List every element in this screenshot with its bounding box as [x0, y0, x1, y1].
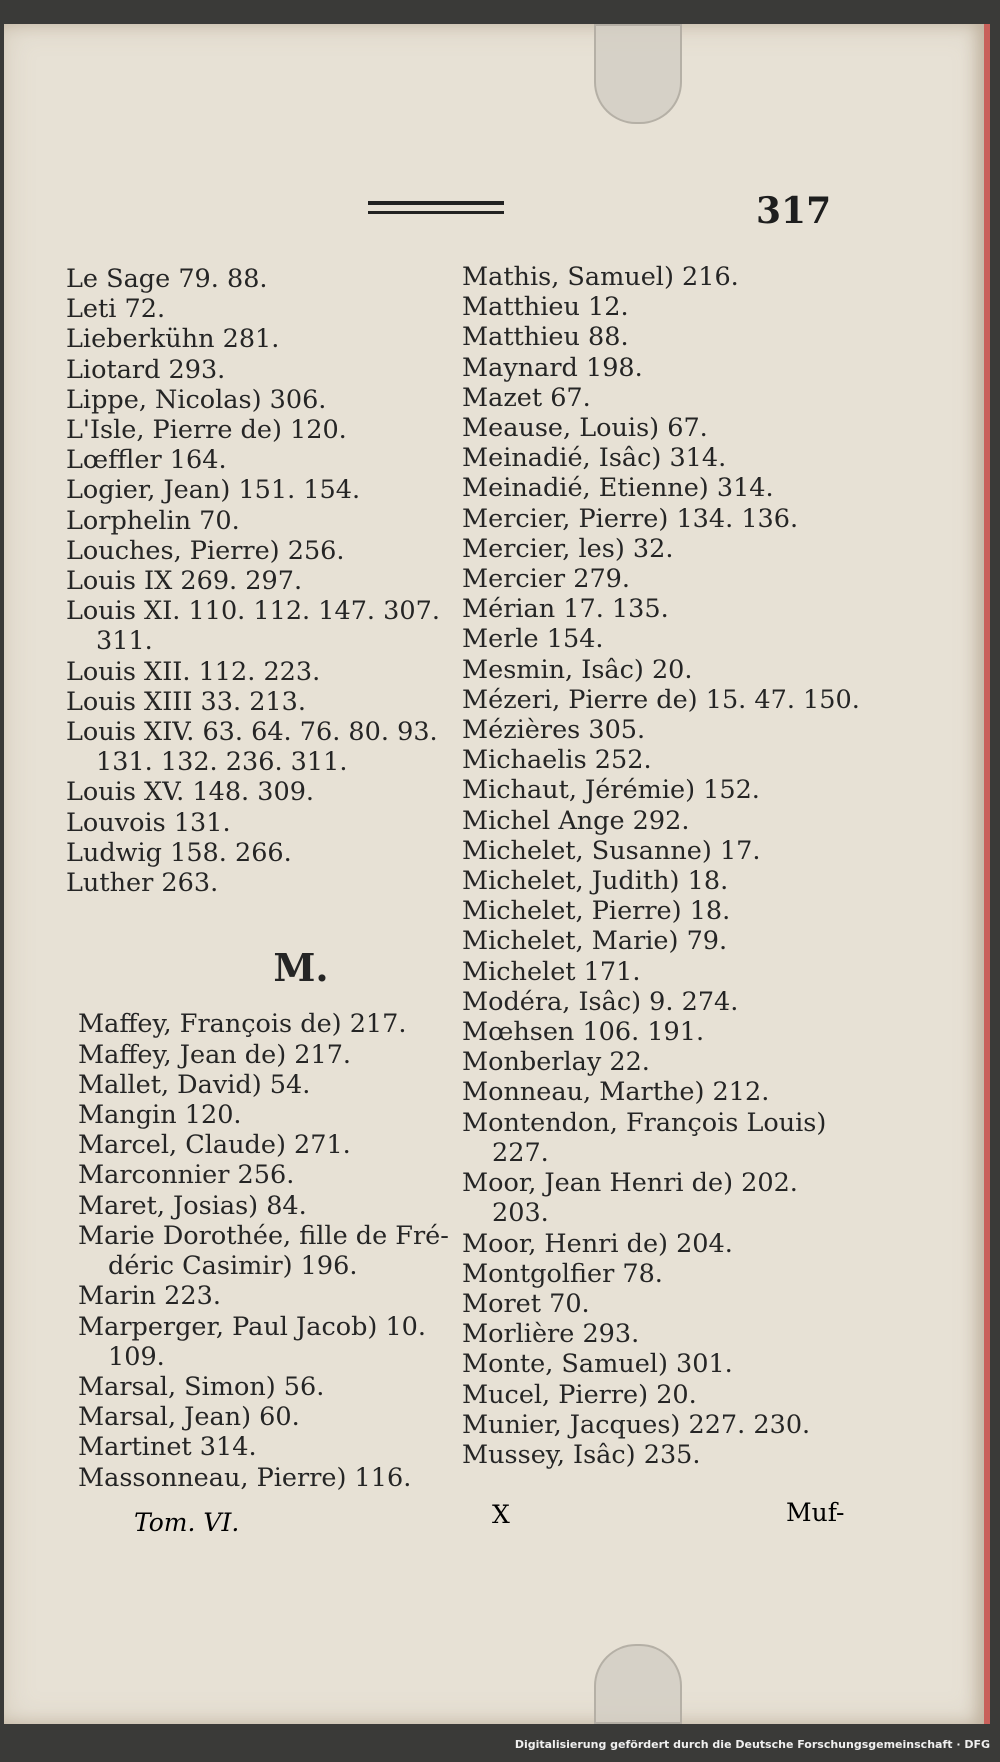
index-entry: Louis XIV. 63. 64. 76. 80. 93. 131. 132. 236. 311.	[66, 717, 446, 778]
index-entry: Michelet, Marie) 79.	[462, 926, 728, 957]
book-page	[4, 24, 990, 1724]
index-entry: Luther 263.	[66, 868, 219, 899]
index-entry: Morlière 293.	[462, 1319, 640, 1350]
index-entry: Mœhsen 106. 191.	[462, 1017, 705, 1048]
index-entry: Marconnier 256.	[78, 1160, 295, 1191]
index-entry: Michaelis 252.	[462, 745, 652, 776]
index-entry: Merle 154.	[462, 624, 604, 655]
index-entry: Michelet 171.	[462, 956, 641, 987]
index-entry: Monte, Samuel) 301.	[462, 1349, 733, 1380]
index-entry: Michelet, Pierre) 18.	[462, 896, 731, 927]
index-entry: Marie Dorothée, fille de Fré-déric Casimir) 196.	[78, 1220, 449, 1282]
page-number: 317	[756, 190, 832, 232]
index-entry: Louis XII. 112. 223.	[66, 656, 321, 687]
index-entry: Lœffler 164.	[66, 445, 227, 476]
index-entry: Lorphelin 70.	[66, 505, 240, 536]
index-entry: Meinadié, Isâc) 314.	[462, 443, 727, 474]
section-letter: M.	[273, 945, 329, 991]
index-column-right	[462, 262, 862, 1470]
index-entry: Michelet, Judith) 18.	[462, 866, 729, 897]
index-entry: Marsal, Jean) 60.	[78, 1402, 300, 1433]
index-entry: Moor, Henri de) 204.	[462, 1228, 733, 1259]
index-entry: Montendon, François Louis) 227.	[462, 1107, 835, 1168]
index-entry: Moor, Jean Henri de) 202. 203.	[462, 1168, 807, 1229]
index-entry: Louches, Pierre) 256.	[66, 535, 345, 566]
index-entry: Le Sage 79. 88.	[66, 264, 268, 294]
page-clip-bottom	[594, 1644, 682, 1724]
index-entry: Michel Ange 292.	[462, 805, 690, 836]
index-list-m-continued	[462, 262, 862, 1470]
index-entry: Monberlay 22.	[462, 1047, 650, 1078]
index-entry: Marcel, Claude) 271.	[78, 1130, 351, 1161]
index-entry: Matthieu 12.	[462, 292, 629, 323]
index-entry: Maffey, Jean de) 217.	[78, 1039, 352, 1070]
index-entry: Mercier, les) 32.	[462, 533, 674, 564]
page-clip-top	[594, 24, 682, 124]
index-entry: Ludwig 158. 266.	[66, 837, 292, 868]
index-entry: Moret 70.	[462, 1288, 590, 1319]
index-entry: Michelet, Susanne) 17.	[462, 835, 761, 866]
index-entry: Liotard 293.	[66, 354, 226, 385]
index-entry: Maynard 198.	[462, 352, 643, 383]
index-entry: Lippe, Nicolas) 306.	[66, 384, 327, 415]
index-entry: Mucel, Pierre) 20.	[462, 1379, 697, 1410]
gathering-mark: X	[492, 1500, 510, 1529]
index-entry: Mercier 279.	[462, 564, 630, 595]
index-entry: Mangin 120.	[78, 1100, 242, 1131]
index-entry: Marin 223.	[78, 1281, 221, 1312]
index-entry: Mazet 67.	[462, 382, 591, 413]
index-entry: Mérian 17. 135.	[462, 594, 669, 625]
digitization-credit: Digitalisierung gefördert durch die Deutsche Forschungsgemeinschaft · DFG	[514, 1738, 990, 1751]
index-entry: Louis XI. 110. 112. 147. 307. 311.	[66, 596, 449, 657]
index-list-m	[66, 1009, 456, 1492]
index-entry: L'Isle, Pierre de) 120.	[66, 415, 347, 446]
index-entry: Mallet, David) 54.	[78, 1069, 311, 1100]
index-entry: Mussey, Isâc) 235.	[462, 1439, 701, 1470]
catchword: Muf-	[786, 1498, 845, 1527]
index-entry: Lieberkühn 281.	[66, 324, 280, 355]
index-entry: Louis XV. 148. 309.	[66, 777, 315, 808]
index-list-l	[66, 264, 456, 898]
index-entry: Monneau, Marthe) 212.	[462, 1077, 770, 1108]
index-entry: Maret, Josias) 84.	[78, 1190, 307, 1221]
index-entry: Leti 72.	[66, 294, 166, 325]
index-entry: Marperger, Paul Jacob) 10. 109.	[78, 1311, 435, 1372]
index-entry: Meinadié, Etienne) 314.	[462, 473, 774, 504]
index-entry: Meause, Louis) 67.	[462, 413, 708, 444]
index-entry: Mézières 305.	[462, 715, 646, 746]
index-entry: Marsal, Simon) 56.	[78, 1371, 325, 1402]
signature-mark: Tom. VI.	[134, 1508, 240, 1537]
header-rule	[368, 201, 504, 214]
index-entry: Maffey, François de) 217.	[78, 1009, 407, 1040]
index-entry: Mathis, Samuel) 216.	[462, 262, 739, 292]
index-entry: Louis IX 269. 297.	[66, 566, 303, 597]
index-entry: Louis XIII 33. 213.	[66, 686, 306, 717]
index-entry: Michaut, Jérémie) 152.	[462, 775, 760, 806]
index-entry: Mesmin, Isâc) 20.	[462, 654, 693, 685]
index-entry: Munier, Jacques) 227. 230.	[462, 1409, 811, 1440]
index-entry: Massonneau, Pierre) 116.	[78, 1462, 412, 1493]
index-entry: Logier, Jean) 151. 154.	[66, 475, 361, 506]
index-entry: Modéra, Isâc) 9. 274.	[462, 986, 739, 1017]
index-entry: Mézeri, Pierre de) 15. 47. 150.	[462, 684, 860, 715]
index-entry: Martinet 314.	[78, 1432, 257, 1463]
index-entry: Montgolfier 78.	[462, 1258, 663, 1289]
index-entry: Louvois 131.	[66, 807, 231, 838]
index-entry: Matthieu 88.	[462, 322, 629, 353]
index-entry: Mercier, Pierre) 134. 136.	[462, 503, 799, 534]
index-column-left	[66, 264, 456, 1493]
